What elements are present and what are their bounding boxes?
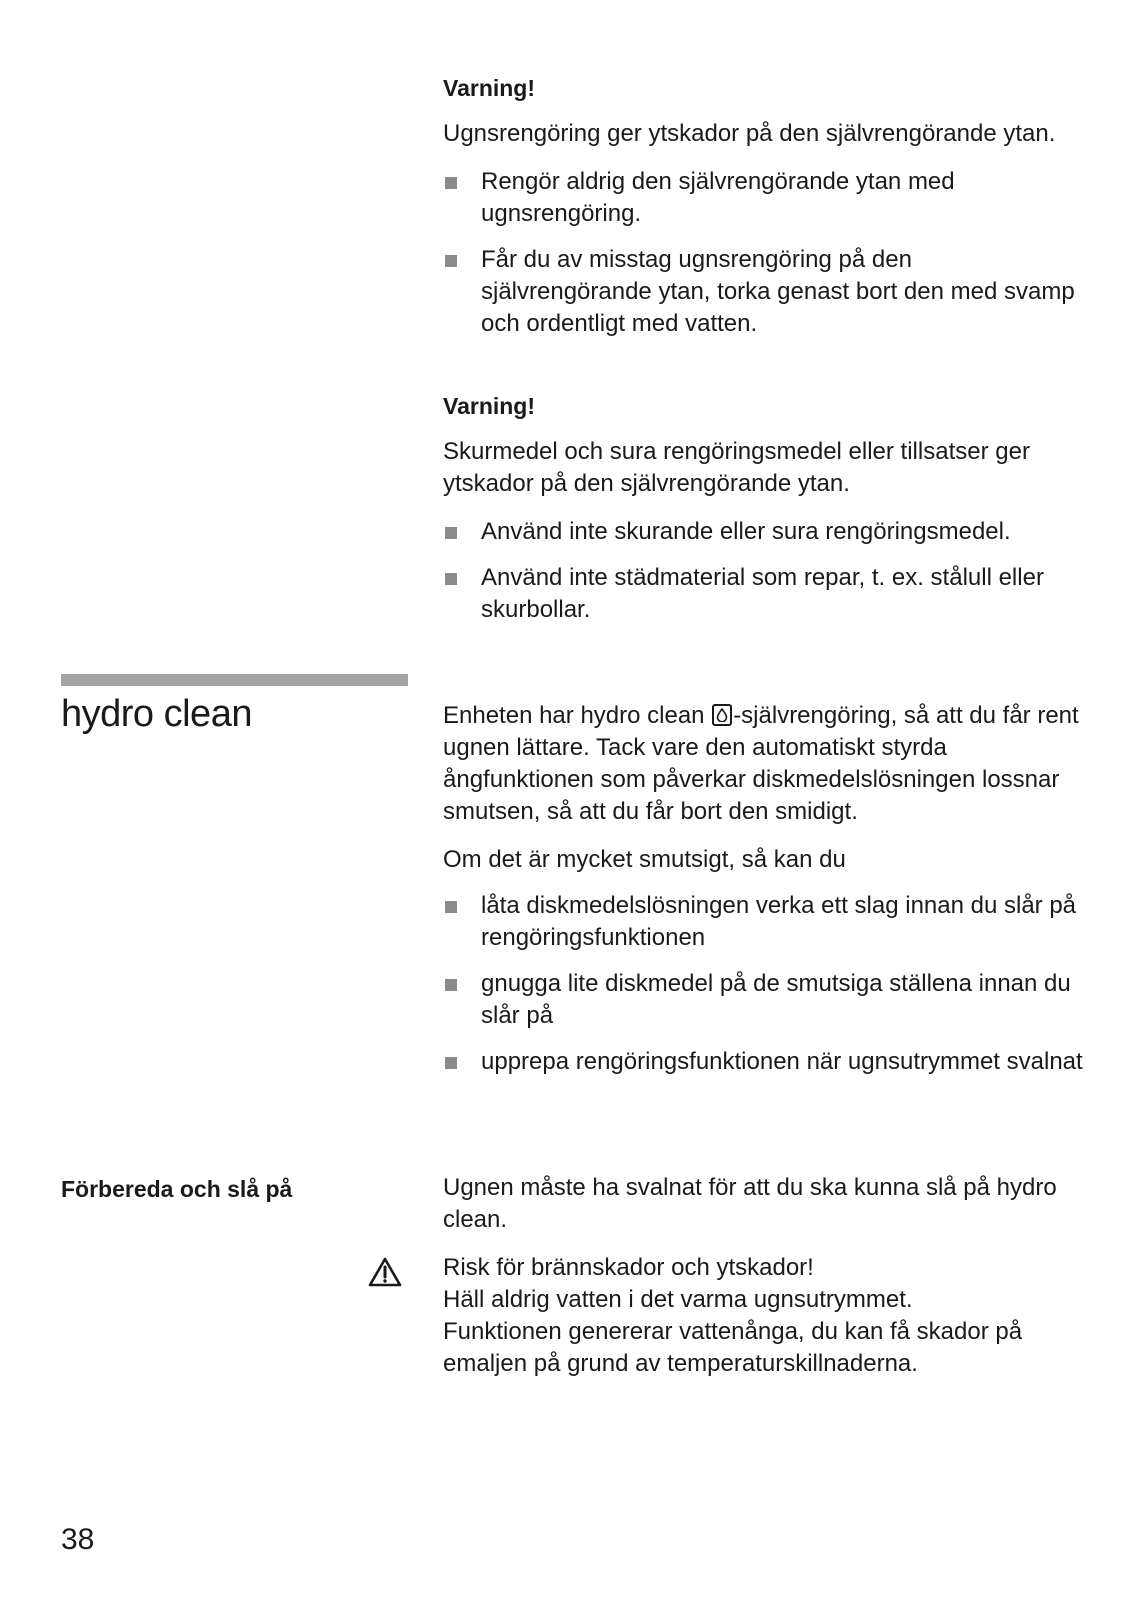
list-item: gnugga lite diskmedel på de smutsiga ställena innan du slår på <box>443 968 1083 1032</box>
bullet-square-icon <box>445 527 457 539</box>
dirty-text: Om det är mycket smutsigt, så kan du <box>443 846 846 873</box>
warning-heading: Varning! <box>443 393 536 419</box>
warning-block-2 <box>443 390 1083 626</box>
warning-heading: Varning! <box>443 75 536 101</box>
prepare-content <box>443 1172 1083 1380</box>
bullet-square-icon <box>445 979 457 991</box>
list-item: upprepa rengöringsfunktionen när ugnsutrymmet svalnat <box>443 1046 1083 1078</box>
warning-text: Ugnsrengöring ger ytskador på den självrengörande ytan. <box>443 120 1056 147</box>
warning-line: Risk för brännskador och ytskador! <box>443 1254 814 1281</box>
warning-triangle-icon <box>368 1257 402 1287</box>
list-item: Använd inte städmaterial som repar, t. ex. stålull eller skurbollar. <box>443 562 1083 626</box>
bullet-square-icon <box>445 177 457 189</box>
warning-line: Funktionen genererar vattenånga, du kan få skador på emaljen på grund av temperaturskillnaderna. <box>443 1318 1023 1377</box>
bullet-square-icon <box>445 901 457 913</box>
warning-text: Skurmedel och sura rengöringsmedel eller tillsatser ger ytskador på den självrengörande ytan. <box>443 438 1030 497</box>
subsection-title: Förbereda och slå på <box>61 1176 293 1202</box>
warning-notice <box>443 1252 1083 1380</box>
warning-line: Häll aldrig vatten i det varma ugnsutrymmet. <box>443 1286 913 1313</box>
list-item: Rengör aldrig den självrengörande ytan med ugnsrengöring. <box>443 166 1083 230</box>
list-item: Använd inte skurande eller sura rengöringsmedel. <box>443 516 1083 548</box>
bullet-square-icon <box>445 255 457 267</box>
bullet-square-icon <box>445 1057 457 1069</box>
prepare-text: Ugnen måste ha svalnat för att du ska kunna slå på hydro clean. <box>443 1174 1057 1233</box>
list-item: låta diskmedelslösningen verka ett slag innan du slår på rengöringsfunktionen <box>443 890 1083 954</box>
hydro-intro: Enheten har hydro clean -självrengöring, så att du får rent ugnen lättare. Tack vare den automatiskt styrda ångfunktionen som påverkar diskmedelslösningen lossnar smutsen, så att du får bort den smidigt. <box>443 702 1079 825</box>
page-number: 38 <box>61 1523 95 1556</box>
hydro-clean-content <box>443 700 1083 1078</box>
section-title: hydro clean <box>61 693 252 735</box>
list-item: Får du av misstag ugnsrengöring på den självrengörande ytan, torka genast bort den med svamp och ordentligt med vatten. <box>443 244 1083 340</box>
water-drop-icon <box>712 704 732 726</box>
bullet-square-icon <box>445 573 457 585</box>
warning-block-1 <box>443 72 1083 340</box>
section-divider-bar <box>61 674 408 686</box>
